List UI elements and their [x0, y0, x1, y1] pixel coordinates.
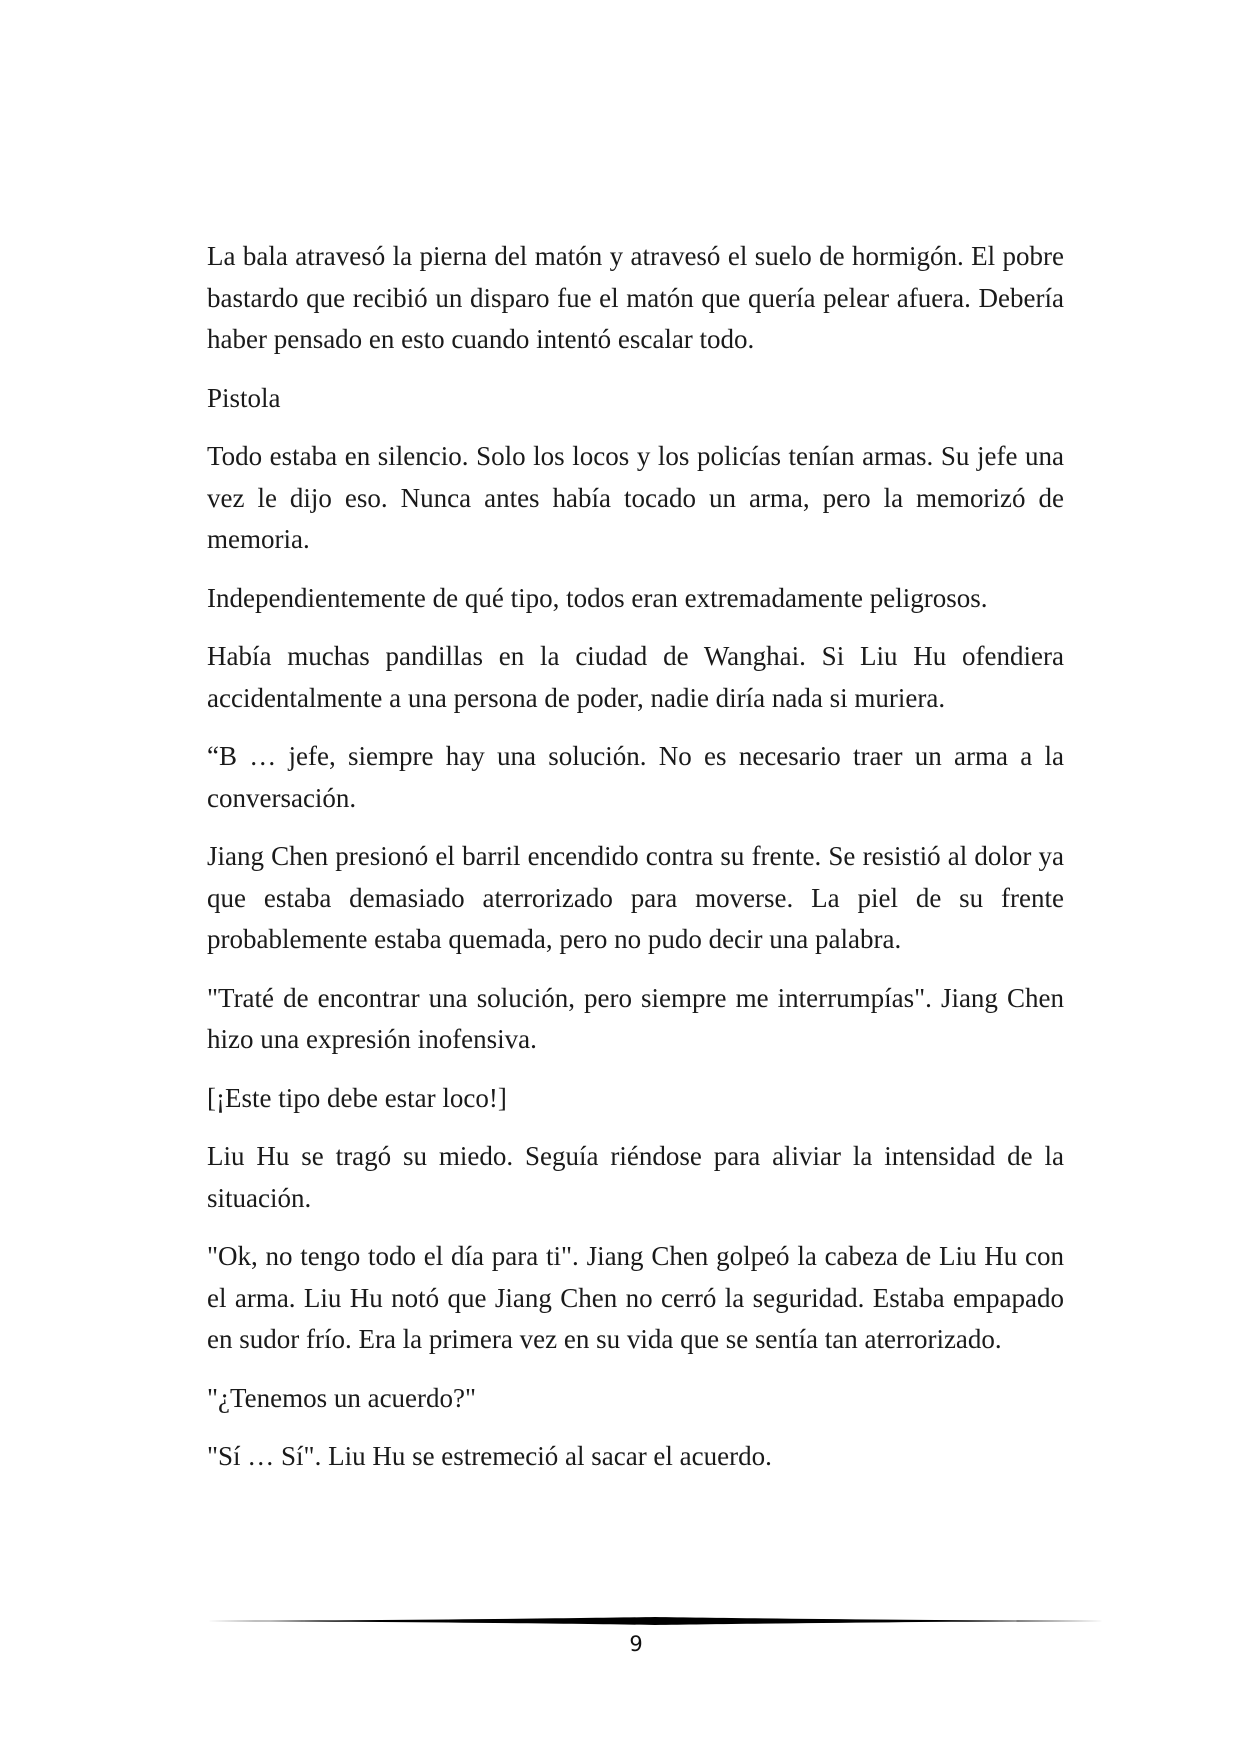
paragraph: "¿Tenemos un acuerdo?": [207, 1382, 477, 1413]
paragraph: Pistola: [207, 382, 281, 413]
paragraph: Había muchas pandillas en la ciudad de Wanghai. Si Liu Hu ofendiera accidentalmente a una persona de poder, nadie diría nada si muriera.: [207, 641, 1064, 713]
paragraph: "Traté de encontrar una solución, pero siempre me interrumpías". Jiang Chen hizo una expresión inofensiva.: [207, 982, 1064, 1054]
page-number: 9: [629, 1632, 643, 1656]
paragraph: Independientemente de qué tipo, todos eran extremadamente peligrosos.: [207, 582, 988, 613]
paragraph: La bala atravesó la pierna del matón y atravesó el suelo de hormigón. El pobre bastardo que recibió un disparo fue el matón que quería pelear afuera. Debería haber pensado en esto cuando intentó escalar todo.: [207, 241, 1064, 354]
footer-divider: [207, 1614, 1104, 1628]
paragraph: [¡Este tipo debe estar loco!]: [207, 1082, 507, 1113]
paragraph: "Ok, no tengo todo el día para ti". Jiang Chen golpeó la cabeza de Liu Hu con el arma. Liu Hu notó que Jiang Chen no cerró la seguridad. Estaba empapado en sudor frío. Era la primera vez en su vida que se sentía tan aterrorizado.: [207, 1241, 1064, 1354]
paragraph: Jiang Chen presionó el barril encendido contra su frente. Se resistió al dolor ya que estaba demasiado aterrorizado para moverse. La piel de su frente probablemente estaba quemada, pero no pudo decir una palabra.: [207, 841, 1064, 954]
paragraph: “B … jefe, siempre hay una solución. No es necesario traer un arma a la conversación.: [207, 741, 1064, 813]
paragraph: "Sí … Sí". Liu Hu se estremeció al sacar el acuerdo.: [207, 1441, 772, 1471]
body-text: [207, 236, 1064, 1495]
paragraph: Liu Hu se tragó su miedo. Seguía riéndose para aliviar la intensidad de la situación.: [207, 1141, 1064, 1213]
paragraph: Todo estaba en silencio. Solo los locos y los policías tenían armas. Su jefe una vez le dijo eso. Nunca antes había tocado un arma, pero la memorizó de memoria.: [207, 441, 1064, 554]
